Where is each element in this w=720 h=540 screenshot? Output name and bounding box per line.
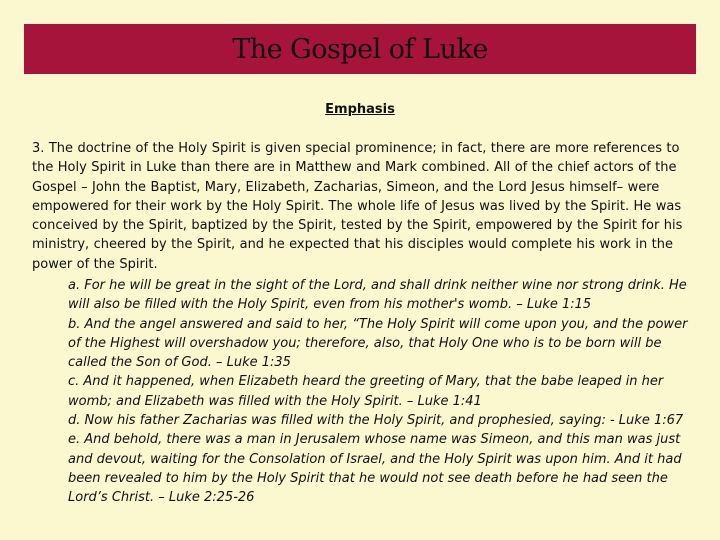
quote-c: c. And it happened, when Elizabeth heard the greeting of Mary, that the babe leaped in her womb; and Elizabeth was filled with the Holy Spirit. – Luke 1:41 (68, 374, 664, 409)
quote-b: b. And the angel answered and said to her, “The Holy Spirit will come upon you, and the power of the Highest will overshadow you; therefore, also, that Holy One who is to be born will be called the Son of God. – Luke 1:35 (68, 316, 688, 371)
scripture-quotes (68, 276, 692, 508)
title-banner (24, 24, 696, 74)
quote-e: e. And behold, there was a man in Jerusalem whose name was Simeon, and this man was just and devout, waiting for the Consolation of Israel, and the Holy Spirit was upon him. And it had been revealed to him by the Holy Spirit that he would not see death before he had seen the Lord’s Christ. – Luke 2:25-26 (68, 432, 682, 506)
slide-title: The Gospel of Luke (232, 33, 488, 65)
quote-d: d. Now his father Zacharias was filled with the Holy Spirit, and prophesied, saying: - Luke 1:67 (68, 413, 684, 429)
section-heading: Emphasis (325, 102, 395, 117)
quote-a: a. For he will be great in the sight of the Lord, and shall drink neither wine nor strong drink. He will also be filled with the Holy Spirit, even from his mother's womb. – Luke 1:15 (68, 278, 687, 313)
body-paragraph: 3. The doctrine of the Holy Spirit is given special prominence; in fact, there are more references to the Holy Spirit in Luke than there are in Matthew and Mark combined. All of the chief actors of the Gospel – John the Baptist, Mary, Elizabeth, Zacharias, Simeon, and the Lord Jesus himself– were empowered for their work by the Holy Spirit. The whole life of Jesus was lived by the Spirit. He was conceived by the Spirit, baptized by the Spirit, tested by the Spirit, empowered by the Spirit for his ministry, cheered by the Spirit, and he expected that his disciples would complete his work in the power of the Spirit. (32, 141, 683, 272)
